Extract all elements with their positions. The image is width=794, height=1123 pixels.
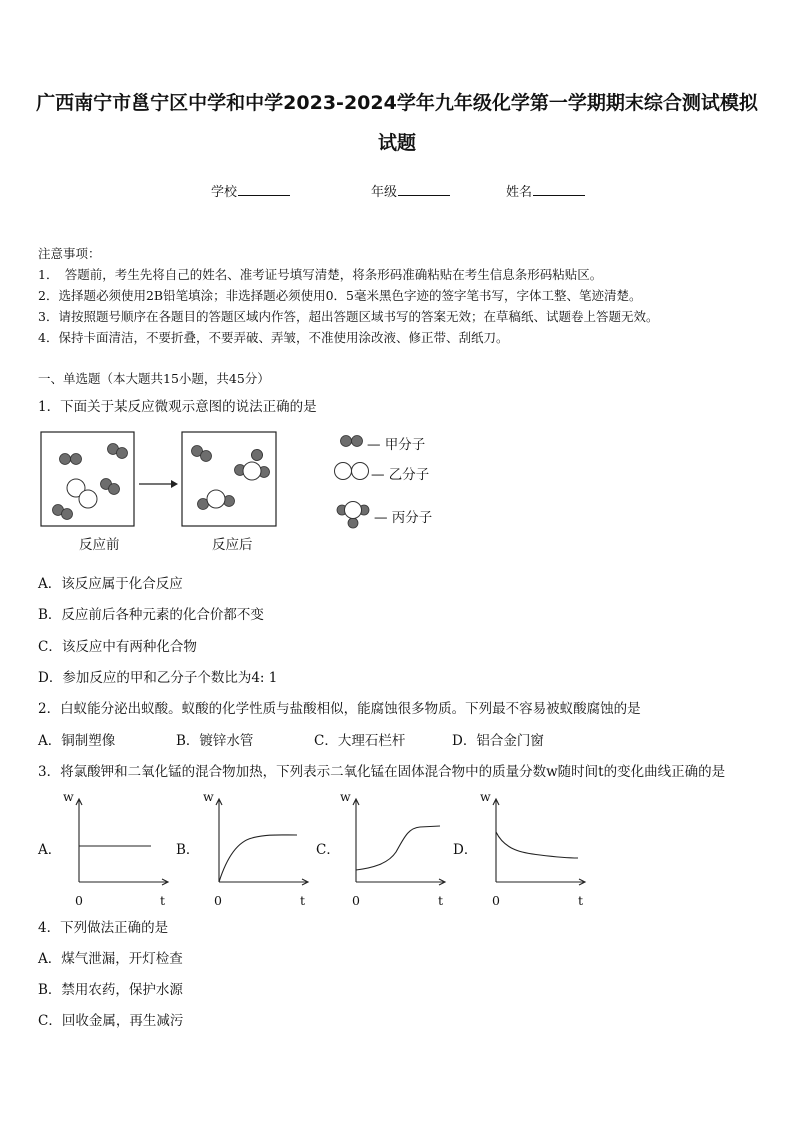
legend-jia-icon	[341, 436, 363, 447]
question-2-stem: 2．白蚁能分泌出蚁酸。蚁酸的化学性质与盐酸相似，能腐蚀很多物质。下列最不容易被蚁酸腐蚀的是	[38, 701, 641, 717]
axis-w-a: w	[63, 789, 74, 804]
legend-bing-icon	[337, 502, 369, 529]
axis-t-d: t	[578, 893, 584, 908]
arrow-head-icon	[171, 480, 178, 488]
grade-field: 年级	[371, 181, 450, 200]
q4-option-c: C．回收金属，再生减污	[38, 1013, 184, 1029]
axis-w-b: w	[203, 789, 214, 804]
legend-jia-label: — 甲分子	[367, 437, 426, 453]
school-field: 学校	[211, 181, 290, 200]
molecule-before-white	[67, 479, 97, 508]
axis-t-a: t	[160, 893, 166, 908]
section-heading: 一、单选题（本大题共15小题，共45分）	[38, 371, 270, 386]
q2-option-b: B．镀锌水管	[176, 733, 254, 749]
q1-option-c: C．该反应中有两种化合物	[38, 639, 197, 655]
graph-d	[493, 799, 585, 885]
legend-yi-label: — 乙分子	[371, 467, 430, 483]
graph-a	[76, 799, 168, 885]
note-item: 2．选择题必须使用2B铅笔填涂；非选择题必须使用0．5毫米黑色字迹的签字笔书写，字体工整、笔迹清楚。	[38, 288, 642, 303]
origin-d: 0	[492, 893, 500, 908]
after-caption: 反应后	[212, 537, 253, 553]
notes-heading: 注意事项：	[38, 246, 101, 261]
curve-d	[496, 832, 578, 858]
origin-c: 0	[352, 893, 360, 908]
graph-b-label: B．	[176, 842, 200, 858]
graph-c-label: C．	[316, 842, 340, 858]
before-caption: 反应前	[79, 537, 120, 553]
note-item: 4．保持卡面清洁，不要折叠，不要弄破、弄皱，不准使用涂改液、修正带、刮纸刀。	[38, 330, 509, 345]
legend-yi-icon	[335, 463, 369, 480]
name-field: 姓名	[506, 181, 585, 200]
q2-option-c: C．大理石栏杆	[314, 733, 406, 749]
q1-option-a: A．该反应属于化合反应	[38, 576, 183, 592]
reaction-diagram	[41, 432, 369, 528]
graph-d-label: D．	[453, 842, 478, 858]
origin-b: 0	[214, 893, 222, 908]
axis-w-c: w	[340, 789, 351, 804]
axis-t-b: t	[300, 893, 306, 908]
q1-option-d: D．参加反应的甲和乙分子个数比为4: 1	[38, 670, 278, 686]
legend-bing-label: — 丙分子	[374, 510, 433, 526]
q1-option-b: B．反应前后各种元素的化合价都不变	[38, 607, 264, 623]
curve-b	[219, 835, 297, 882]
q2-option-d: D．铝合金门窗	[452, 733, 544, 749]
graph-a-label: A．	[38, 842, 62, 858]
question-4-stem: 4．下列做法正确的是	[38, 920, 169, 936]
page-title-line2: 试题	[377, 132, 416, 154]
axis-w-d: w	[480, 789, 491, 804]
question-3-stem: 3．将氯酸钾和二氧化锰的混合物加热，下列表示二氧化锰在固体混合物中的质量分数w随时间t的变化曲线正确的是	[38, 764, 726, 780]
question-1-stem: 1．下面关于某反应微观示意图的说法正确的是	[38, 399, 317, 415]
note-item: 3．请按照题号顺序在各题目的答题区域内作答，超出答题区域书写的答案无效；在草稿纸、试题卷上答题无效。	[38, 309, 659, 324]
curve-c	[356, 826, 440, 870]
q2-option-a: A．铜制塑像	[38, 733, 116, 749]
graph-b	[216, 799, 308, 885]
axis-t-c: t	[438, 893, 444, 908]
note-item: 1． 答题前，考生先将自己的姓名、准考证号填写清楚，将条形码准确粘贴在考生信息条形码粘贴区。	[38, 267, 603, 282]
origin-a: 0	[75, 893, 83, 908]
q4-option-b: B．禁用农药，保护水源	[38, 982, 183, 998]
graph-c	[353, 799, 445, 885]
q4-option-a: A．煤气泄漏，开灯检查	[38, 951, 183, 967]
page-title: 广西南宁市邕宁区中学和中学2023-2024学年九年级化学第一学期期末综合测试模拟	[36, 92, 758, 114]
